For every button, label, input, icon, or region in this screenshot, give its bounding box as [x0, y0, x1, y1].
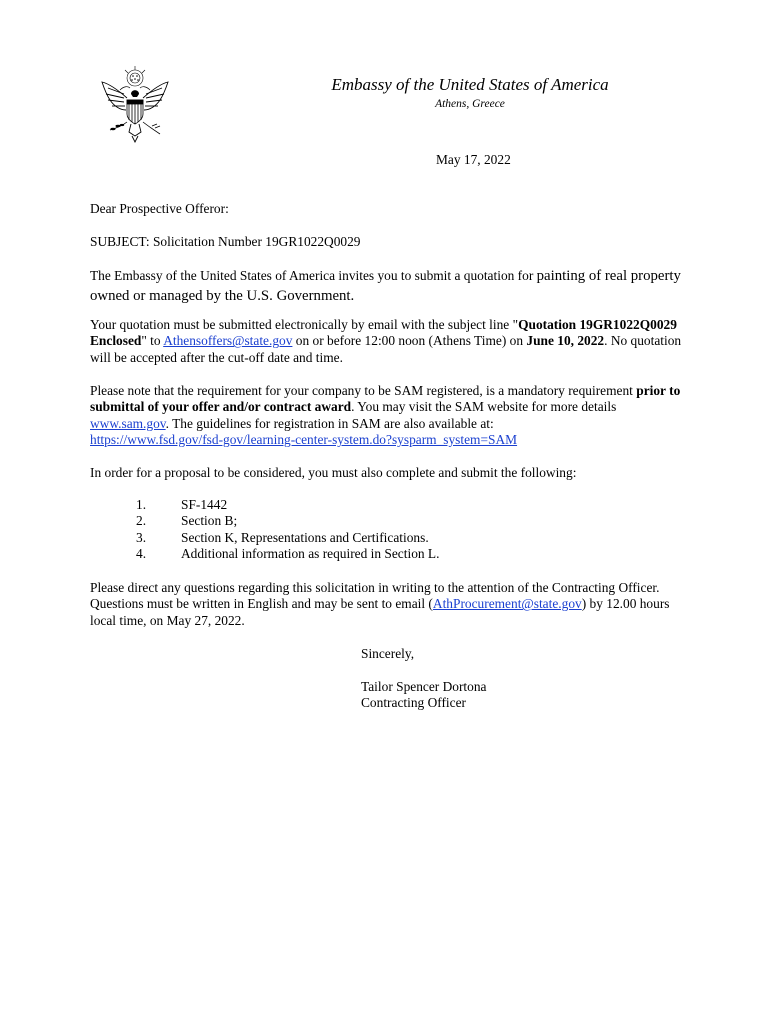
letter-date: May 17, 2022	[436, 152, 511, 167]
submission-subject-line: Quotation 19GR1022Q0029 Enclosed	[90, 317, 677, 349]
submission-text-1: Your quotation must be submitted electronically by email with the subject line "	[90, 317, 519, 332]
salutation: Dear Prospective Offeror:	[90, 201, 229, 216]
signature-block	[361, 679, 486, 712]
sam-guidelines-link[interactable]: https://www.fsd.gov/fsd-gov/learning-center-system.do?sysparm_system=SAM	[90, 432, 518, 448]
subject-line: SUBJECT: Solicitation Number 19GR1022Q0029	[90, 234, 361, 249]
sam-text-1: Please note that the requirement for your company to be SAM registered, is a mandatory requirement	[90, 383, 637, 398]
list-item-text: Section B;	[181, 513, 238, 529]
submission-text-4: . No quotation will be accepted after the cut-off date and time.	[90, 333, 682, 365]
requirements-list	[136, 497, 439, 563]
signer-name: Tailor Spencer Dortona	[361, 679, 487, 694]
questions-text-1: Please direct any questions regarding this solicitation in writing to the attention of the Contracting Officer. Questions must be written in English and may be sent to email (	[90, 580, 660, 612]
list-item	[136, 513, 439, 529]
letterhead	[280, 74, 660, 112]
submission-text-2: " to	[141, 333, 164, 349]
paragraph-questions	[90, 580, 690, 629]
procurement-email-link[interactable]: AthProcurement@state.gov	[432, 596, 582, 612]
great-seal-icon	[94, 64, 176, 146]
submission-deadline: June 10, 2022	[526, 333, 605, 349]
list-item-number: 3.	[136, 529, 147, 545]
paragraph-requirements: In order for a proposal to be considered, you must also complete and submit the following:	[90, 465, 577, 480]
list-item	[136, 497, 439, 513]
list-item-text: SF-1442	[181, 497, 228, 512]
signer-title: Contracting Officer	[361, 695, 466, 711]
list-item-number: 4.	[136, 546, 147, 562]
list-item-text: Additional information as required in Section L.	[181, 546, 440, 562]
sam-website-link[interactable]: www.sam.gov	[90, 415, 166, 431]
paragraph-submission	[90, 317, 690, 366]
list-item	[136, 546, 439, 562]
paragraph-invitation	[90, 266, 690, 306]
questions-text-2: ) by 12.00 hours local time, on May 27, 2022.	[90, 596, 670, 628]
sam-text-3: . The guidelines for registration in SAM are also available at:	[165, 415, 494, 431]
list-item-text: Section K, Representations and Certifications.	[181, 529, 429, 545]
sam-requirement: prior to submittal of your offer and/or contract award	[90, 383, 681, 415]
list-item	[136, 530, 439, 546]
sam-text-2: . You may visit the SAM website for more details	[351, 399, 617, 415]
embassy-location: Athens, Greece	[435, 98, 505, 110]
list-item-number: 1.	[136, 497, 147, 512]
invitation-scope: painting of real property owned or managed by the U.S. Government.	[90, 268, 681, 304]
paragraph-sam	[90, 383, 690, 449]
invitation-lead: The Embassy of the United States of America invites you to submit a quotation for	[90, 268, 537, 283]
embassy-title: Embassy of the United States of America	[331, 75, 609, 94]
list-item-number: 2.	[136, 513, 147, 529]
submission-email-link[interactable]: Athensoffers@state.gov	[163, 333, 293, 349]
closing: Sincerely,	[361, 646, 415, 661]
submission-text-3: on or before 12:00 noon (Athens Time) on	[292, 333, 527, 349]
